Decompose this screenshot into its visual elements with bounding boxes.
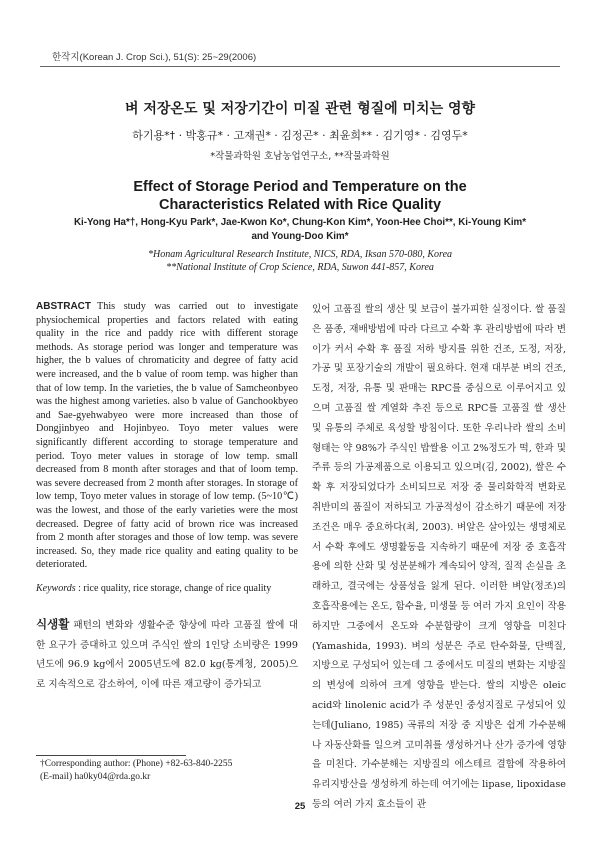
- introduction-continued: 있어 고품질 쌀의 생산 및 보급이 불가피한 실정이다. 쌀 품질은 품종, 재배방법에 따라 다르고 수확 후 관리방법에 따라 변이가 커서 수확 후 품질 저하 방지를 위한 건조, 도정, 저장, 가공 및 포장기술의 개발이 필요하다. 현재 대부분 벼의 건조, 도정, 저장, 유통 및 판매는 RPC를 중심으로 이루어지고 있으며 고품질 쌀 계열화 추진 등으로 RPC를 고품질 쌀 생산 및 유통의 주체로 육성할 방침이다. 또한 우리나라 쌀의 소비형태는 약 98%가 주식인 밥쌀용 이고 2%정도가 떡, 한과 및 주류 등의 가공제품으로 이용되고 있으며(김, 2002), 쌀은 수확 후 저장되었다가 소비되므로 저장 중 물리화학적 변화로 취반미의 품질이 저하되고 가공적성이 감소하기 때문에 저장 조건은 매우 중요하다(최, 2003). 벼알은 살아있는 생명체로서 수확 후에도 생명활동을 지속하기 때문에 저장 중 호흡작용에 의한 산화 및 성분분해가 계속되어 양적, 질적 손실을 초래하고, 결국에는 상품성을 잃게 된다. 이러한 벼알(정조)의 호흡작용에는 온도, 함수율, 미생물 등 여러 가지 요인이 작용하지만 그중에서 온도와 수분함량이 크게 영향을 미친다(Yamashida, 1993). 벼의 성분은 주로 탄수화물, 단백질, 지방으로 구성되어 있는데 그 중에서도 미질의 변화는 지방질의 변성에 의하여 크게 영향을 받는다. 쌀의 지방은 oleic acid와 linolenic acid가 주 성분인 중성지질로 구성되어 있는데(Juliano, 1985) 곡류의 저장 중 지방은 쉽게 가수분해나 자동산화를 일으켜 고미취를 생성하거나 산가 증가에 영향을 미친다. 가수분해는 지방질의 에스테르 결합에 작용하여 유리지방산을 생성하게 하는데 여기에는 lipase, lipoxidase 등의 여러 가지 효소들이 관: [312, 304, 566, 810]
- footnote-email: (E-mail) ha0ky04@rda.go.kr: [40, 772, 151, 782]
- affiliation-line: *Honam Agricultural Research Institute, NICS, RDA, Iksan 570-080, Korea: [147, 249, 453, 260]
- abstract-text: This study was carried out to investigate physiochemical properties and factors related with eating quality in the rice and paddy rice with different storage methods. As storage period was longer and temperature was higher, the b values of chromaticity and degree of fatty acid were increased, and the b value of room temp. was higher than that of low temp. In the varieties, the b value of Samcheonbyeo was the highest among varieties. also b value of Ganchookbyeo and Sae-gyehwabyeo were more increased than those of Dongjinbyeo and Hojinbyeo. Toyo meter values were significantly different according to storage temperature and period. Toyo meter values in storage of low temp. small decreased from 8 month after storages and that of loom temp. was severe decreased from 2 month after storages. In storage of low temp, Toyo meter values in storage of low temp. (5~10℃) was the lowest, and those of the early varieties were the most decreased. Degree of fatty acid of brown rice was increased from 2 month after storages and those of low temp. was severe increased. So, they made rice quality and eating quality to be deteriorated.: [36, 301, 298, 571]
- korean-title: 벼 저장온도 및 저장기간이 미질 관련 형질에 미치는 영향: [124, 101, 476, 117]
- keywords-label: Keywords: [36, 582, 76, 594]
- korean-affiliation: *작물과학원 호남농업연구소, **작물과학원: [210, 151, 390, 162]
- journal-citation-header: 한작지(Korean J. Crop Sci.), 51(S): 25~29(2006): [52, 52, 257, 63]
- affiliation-line: **National Institute of Crop Science, RDA, Suwon 441-857, Korea: [166, 262, 434, 273]
- keywords: [36, 582, 298, 595]
- footnote-phone: †Corresponding author: (Phone) +82-63-840-2255: [40, 759, 233, 769]
- page-number: 25: [294, 801, 306, 812]
- introduction-start: [36, 615, 298, 695]
- english-authors: Ki-Yong Ha*†, Hong-Kyu Park*, Jae-Kwon Ko*, Chung-Kon Kim*, Yoon-Hee Choi**, Ki-Young Kim* and Young-Doo Kim*: [73, 217, 527, 242]
- keywords-text: : rice quality, rice storage, change of rice quality: [78, 582, 272, 594]
- introduction-lead-word: 식생활: [36, 616, 70, 631]
- left-column: [36, 300, 298, 695]
- header-divider: [40, 66, 560, 67]
- abstract: [36, 300, 298, 572]
- korean-authors: 하기용*† · 박홍규* · 고재권* · 김정곤* · 최윤희** · 김기영* · 김영두*: [132, 129, 468, 142]
- english-title: Effect of Storage Period and Temperature on the Characteristics Related with Rice Quality: [133, 179, 467, 213]
- footnote-divider: [36, 755, 186, 756]
- introduction-left-text: 패턴의 변화와 생활수준 향상에 따라 고품질 쌀에 대한 요구가 증대하고 있으며 주식인 쌀의 1인당 소비량은 1999년도에 96.9 kg에서 2005년도에 82.0 kg(통계청, 2005)으로 지속적으로 감소하여, 이에 따른 재고량이 증가되고: [36, 619, 298, 691]
- right-column: [312, 300, 566, 815]
- corresponding-author-footnote: [40, 758, 300, 784]
- abstract-label: ABSTRACT: [36, 301, 91, 312]
- english-affiliations: [60, 248, 540, 274]
